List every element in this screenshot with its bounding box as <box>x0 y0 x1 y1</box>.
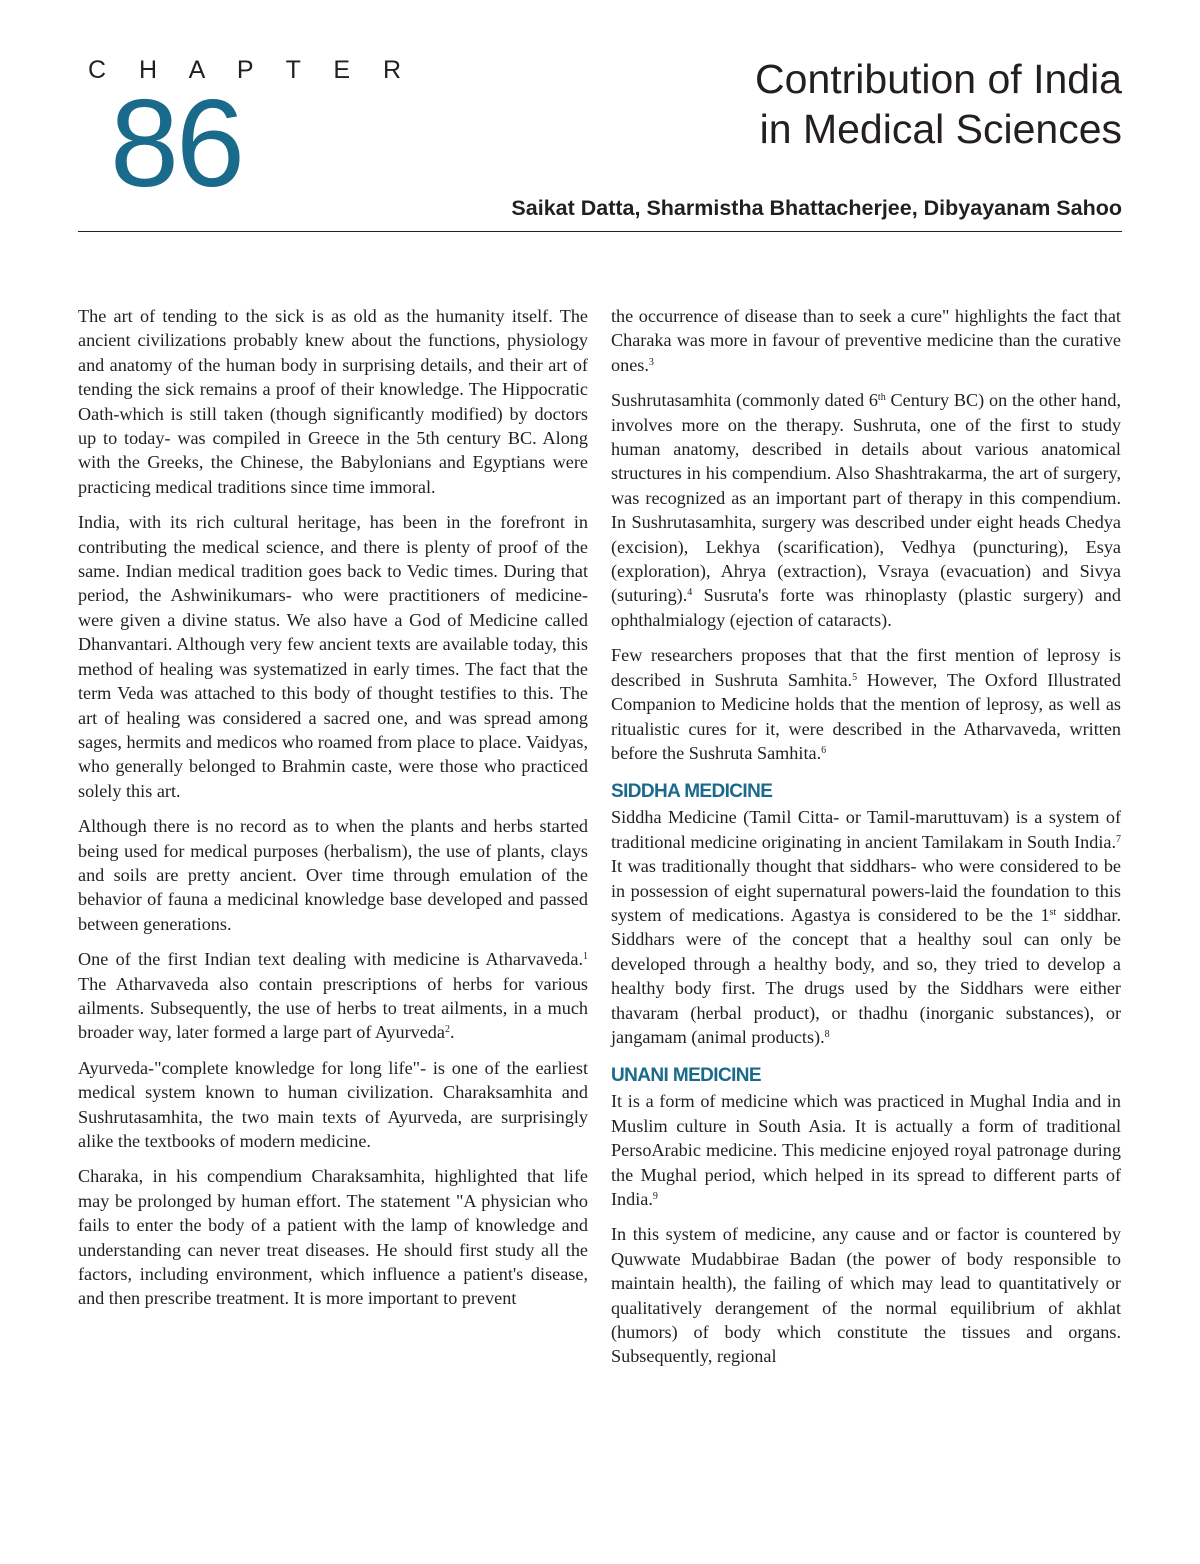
text: It is a form of medicine which was practiced in Mughal India and in Muslim culture in South Asia. It is actually a form of traditional PersoArabic medicine. This medicine enjoyed royal patronage during the Mughal period, which helped in its spread to different parts of India. <box>611 1091 1121 1209</box>
text: Susruta's forte was rhinoplasty (plastic surgery) and ophthalmialogy (ejection of cataracts). <box>611 585 1121 630</box>
text: It was traditionally thought that siddhars- who were considered to be in possession of eight supernatural powers-laid the foundation to this system of medications. Agastya is considered to be the 1 <box>611 856 1121 925</box>
footnote-ref: 5 <box>852 671 858 683</box>
footnote-ref: 1 <box>583 951 588 963</box>
text: Siddha Medicine (Tamil Citta- or Tamil-maruttuvam) is a system of traditional medicine originating in ancient Tamilakam in South India. <box>611 807 1121 852</box>
footnote-ref: 2 <box>444 1024 450 1036</box>
text: the occurrence of disease than to seek a cure" highlights the fact that Charaka was more in favour of preventive medicine than the curative ones. <box>611 306 1121 375</box>
text: However, The Oxford Illustrated Companion to Medicine holds that the mention of leprosy, as well as ritualistic cures for it, were described in the Atharvaveda, written before the Sushruta Samhita. <box>611 669 1121 763</box>
paragraph-charaka: Charaka, in his compendium Charaksamhita, highlighted that life may be prolonged by human effort. The statement "A physician who fails to enter the body of a patient with the lamp of knowledge and understanding can never treat diseases. He should first study all the factors, including environment, which influence a patient's disease, and then prescribe treatment. It is more important to prevent <box>78 1166 588 1309</box>
footnote-ref: 3 <box>648 356 654 368</box>
footnote-ref: 6 <box>821 744 827 756</box>
text: . <box>449 1022 455 1043</box>
paragraph-charaka-cont <box>611 304 1121 377</box>
footnote-ref: 8 <box>824 1028 830 1040</box>
paragraph-leprosy <box>611 643 1121 765</box>
section-heading-siddha: SIDDHA MEDICINE <box>611 781 773 803</box>
text: Sushrutasamhita (commonly dated 6 <box>611 390 878 411</box>
chapter-title <box>755 54 1122 154</box>
authors: Saikat Datta, Sharmistha Bhattacherjee, Dibyayanam Sahoo <box>511 196 1122 220</box>
superscript: th <box>877 392 886 404</box>
paragraph-ayurveda: Ayurveda-"complete knowledge for long life"- is one of the earliest medical system known to human civilization. Charaksamhita and Sushrutasamhita, the two main texts of Ayurveda, are surprisingly alike the textbooks of modern medicine. <box>78 1057 588 1151</box>
paragraph-atharvaveda <box>78 947 588 1045</box>
superscript: st <box>1049 906 1057 918</box>
paragraph-intro: The art of tending to the sick is as old as the humanity itself. The ancient civilizations probably knew about the functions, physiology and anatomy of the human body in surprising details, and their art of tending the sick remains a proof of their knowledge. The Hippocratic Oath-which is still taken (though significantly modified) by doctors up to today- was compiled in Greece in the 5th century BC. Along with the Greeks, the Chinese, the Babylonians and Egyptians were practicing medical traditions since time immoral. <box>78 306 588 497</box>
title-line-2: in Medical Sciences <box>759 106 1122 152</box>
left-column <box>78 304 588 1322</box>
paragraph-herbalism: Although there is no record as to when the plants and herbs started being used for medical purposes (herbalism), the use of plants, clays and soils are pretty ancient. Over time through emulation of the behavior of fauna a medicinal knowledge base developed and passed between generations. <box>78 816 588 934</box>
chapter-label: C H A P T E R <box>88 56 415 84</box>
header-divider <box>78 231 1122 232</box>
text: Few researchers proposes that that the first mention of leprosy is described in Sushruta Samhita. <box>611 645 1121 690</box>
paragraph-unani-system: In this system of medicine, any cause and or factor is countered by Quwwate Mudabbirae Badan (the power of body responsible to maintain health), the failing of which may lead to quantitatively or qualitatively derangement of the normal equilibrium of akhlat (humors) of body which constitute the tissues and organs. Subsequently, regional <box>611 1224 1121 1367</box>
text: The Atharvaveda also contain prescriptions of herbs for various ailments. Subsequently, the use of herbs to treat ailments, in a much broader way, later formed a large part of Ayurveda <box>78 973 588 1043</box>
footnote-ref: 4 <box>687 587 693 599</box>
footnote-ref: 9 <box>652 1191 658 1202</box>
paragraph-india: India, with its rich cultural heritage, has been in the forefront in contributing the medical science, and there is plenty of proof of the same. Indian medical tradition goes back to Vedic times. During that period, the Ashwinikumars- who were practitioners of medicine- were given a divine status. We also have a God of Medicine called Dhanvantari. Although very few ancient texts are available today, this method of healing was systematized in early times. The fact that the term Veda was attached to this body of thought testifies to this. The art of healing was considered a sacred one, and was spread among sages, hermits and medicos who roamed from place to place. Vaidyas, who generally belonged to Brahmin caste, were those who practiced solely this art. <box>78 512 588 801</box>
text: siddhar. Siddhars were of the concept that a healthy soul can only be developed through a healthy body, and so, they tried to develop a healthy body first. The drugs used by the Siddhars were either thavaram (herbal product), or thadhu (inorganic substances), or jangamam (animal products). <box>611 904 1121 1047</box>
footnote-ref: 7 <box>1116 833 1121 845</box>
chapter-number: 86 <box>110 75 242 213</box>
paragraph-siddha <box>611 805 1121 1049</box>
section-heading-unani: UNANI MEDICINE <box>611 1065 761 1087</box>
right-column <box>611 304 1121 1380</box>
title-line-1: Contribution of India <box>755 56 1122 102</box>
text: One of the first Indian text dealing with medicine is Atharvaveda. <box>78 949 583 970</box>
text: Century BC) on the other hand, involves more on the therapy. Sushruta, one of the first to study human anatomy, described in details about various anatomical structures in his compendium. Also Shashtrakarma, the art of surgery, was recognized as an important part of therapy in this compendium. In Sushrutasamhita, surgery was described under eight heads Chedya (excision), Lekhya (scarification), Vedhya (puncturing), Esya (exploration), Ahrya (extraction), Vsraya (evacuation) and Sivya (suturing). <box>611 390 1122 606</box>
paragraph-sushruta <box>611 388 1121 632</box>
paragraph-unani <box>611 1089 1121 1211</box>
